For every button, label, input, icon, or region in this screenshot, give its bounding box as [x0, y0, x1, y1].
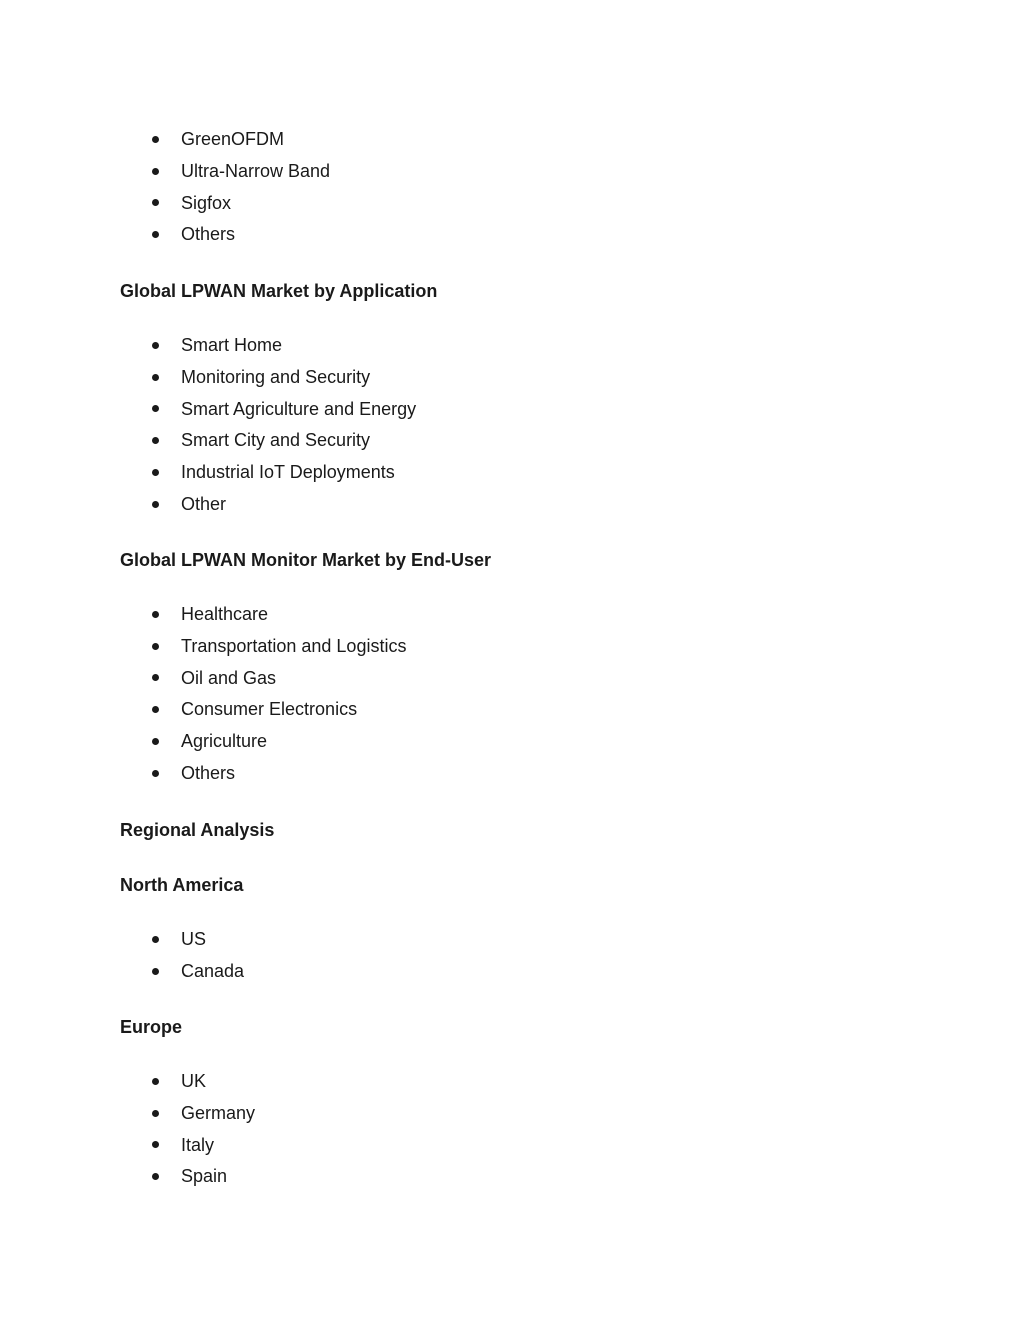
- bullet-icon: [152, 136, 159, 143]
- bullet-icon: [152, 199, 159, 206]
- list-item-text: Healthcare: [181, 604, 269, 624]
- section-heading-europe: Europe: [120, 1017, 183, 1037]
- bullet-icon: [152, 374, 159, 381]
- list-item-text: Sigfox: [181, 192, 232, 213]
- list-item-text: Monitoring and Security: [181, 366, 371, 387]
- list-item-text: Others: [181, 224, 236, 245]
- bullet-icon: [152, 611, 159, 618]
- list-item: [150, 663, 406, 695]
- list-item-text: US: [181, 929, 207, 949]
- section-heading-regional-analysis: Regional Analysis: [120, 820, 275, 840]
- list-item: [150, 124, 330, 156]
- application-list: [150, 330, 416, 521]
- bullet-icon: [152, 936, 159, 943]
- list-item-text: Spain: [181, 1166, 228, 1187]
- bullet-icon: [152, 738, 159, 745]
- list-item-text: Germany: [181, 1102, 256, 1123]
- list-item: [150, 956, 244, 988]
- list-item: [150, 156, 330, 188]
- bullet-icon: [152, 770, 159, 777]
- list-item-text: Transportation and Logistics: [181, 635, 407, 656]
- list-item: [150, 1130, 255, 1162]
- bullet-icon: [152, 674, 159, 681]
- list-item-text: Ultra-Narrow Band: [181, 160, 331, 181]
- list-item-text: Smart Home: [181, 335, 283, 355]
- list-item: [150, 631, 406, 663]
- list-item: [150, 489, 416, 521]
- list-item-text: Other: [181, 493, 227, 514]
- list-item: [150, 425, 416, 457]
- list-item: [150, 758, 406, 790]
- list-item: [150, 1098, 255, 1130]
- list-item: [150, 219, 330, 251]
- list-item: [150, 1161, 255, 1193]
- list-item: [150, 330, 416, 362]
- list-item: [150, 599, 406, 631]
- list-item: [150, 726, 406, 758]
- list-item-text: Canada: [181, 960, 245, 981]
- europe-list: [150, 1066, 255, 1193]
- list-item: [150, 924, 244, 956]
- list-item: [150, 362, 416, 394]
- list-item: [150, 394, 416, 426]
- north-america-list: [150, 924, 244, 988]
- bullet-icon: [152, 437, 159, 444]
- technology-list: [150, 124, 330, 251]
- list-item-text: Consumer Electronics: [181, 699, 358, 720]
- list-item: [150, 1066, 255, 1098]
- bullet-icon: [152, 968, 159, 975]
- bullet-icon: [152, 501, 159, 508]
- bullet-icon: [152, 1078, 159, 1085]
- list-item-text: Agriculture: [181, 731, 268, 752]
- list-item-text: GreenOFDM: [181, 129, 285, 149]
- list-item-text: Others: [181, 762, 236, 783]
- bullet-icon: [152, 168, 159, 175]
- bullet-icon: [152, 1110, 159, 1117]
- end-user-list: [150, 599, 406, 790]
- bullet-icon: [152, 706, 159, 713]
- list-item-text: Smart Agriculture and Energy: [181, 398, 417, 419]
- section-heading-application: Global LPWAN Market by Application: [120, 281, 438, 301]
- list-item-text: Oil and Gas: [181, 667, 277, 688]
- bullet-icon: [152, 643, 159, 650]
- section-heading-end-user: Global LPWAN Monitor Market by End-User: [120, 550, 492, 570]
- list-item-text: Industrial IoT Deployments: [181, 462, 395, 483]
- list-item: [150, 694, 406, 726]
- bullet-icon: [152, 405, 159, 412]
- bullet-icon: [152, 342, 159, 349]
- bullet-icon: [152, 1141, 159, 1148]
- list-item-text: Smart City and Security: [181, 430, 371, 451]
- section-heading-north-america: North America: [120, 875, 244, 895]
- bullet-icon: [152, 1173, 159, 1180]
- list-item-text: Italy: [181, 1134, 215, 1155]
- list-item: [150, 188, 330, 220]
- bullet-icon: [152, 231, 159, 238]
- bullet-icon: [152, 469, 159, 476]
- list-item-text: UK: [181, 1071, 207, 1091]
- list-item: [150, 457, 416, 489]
